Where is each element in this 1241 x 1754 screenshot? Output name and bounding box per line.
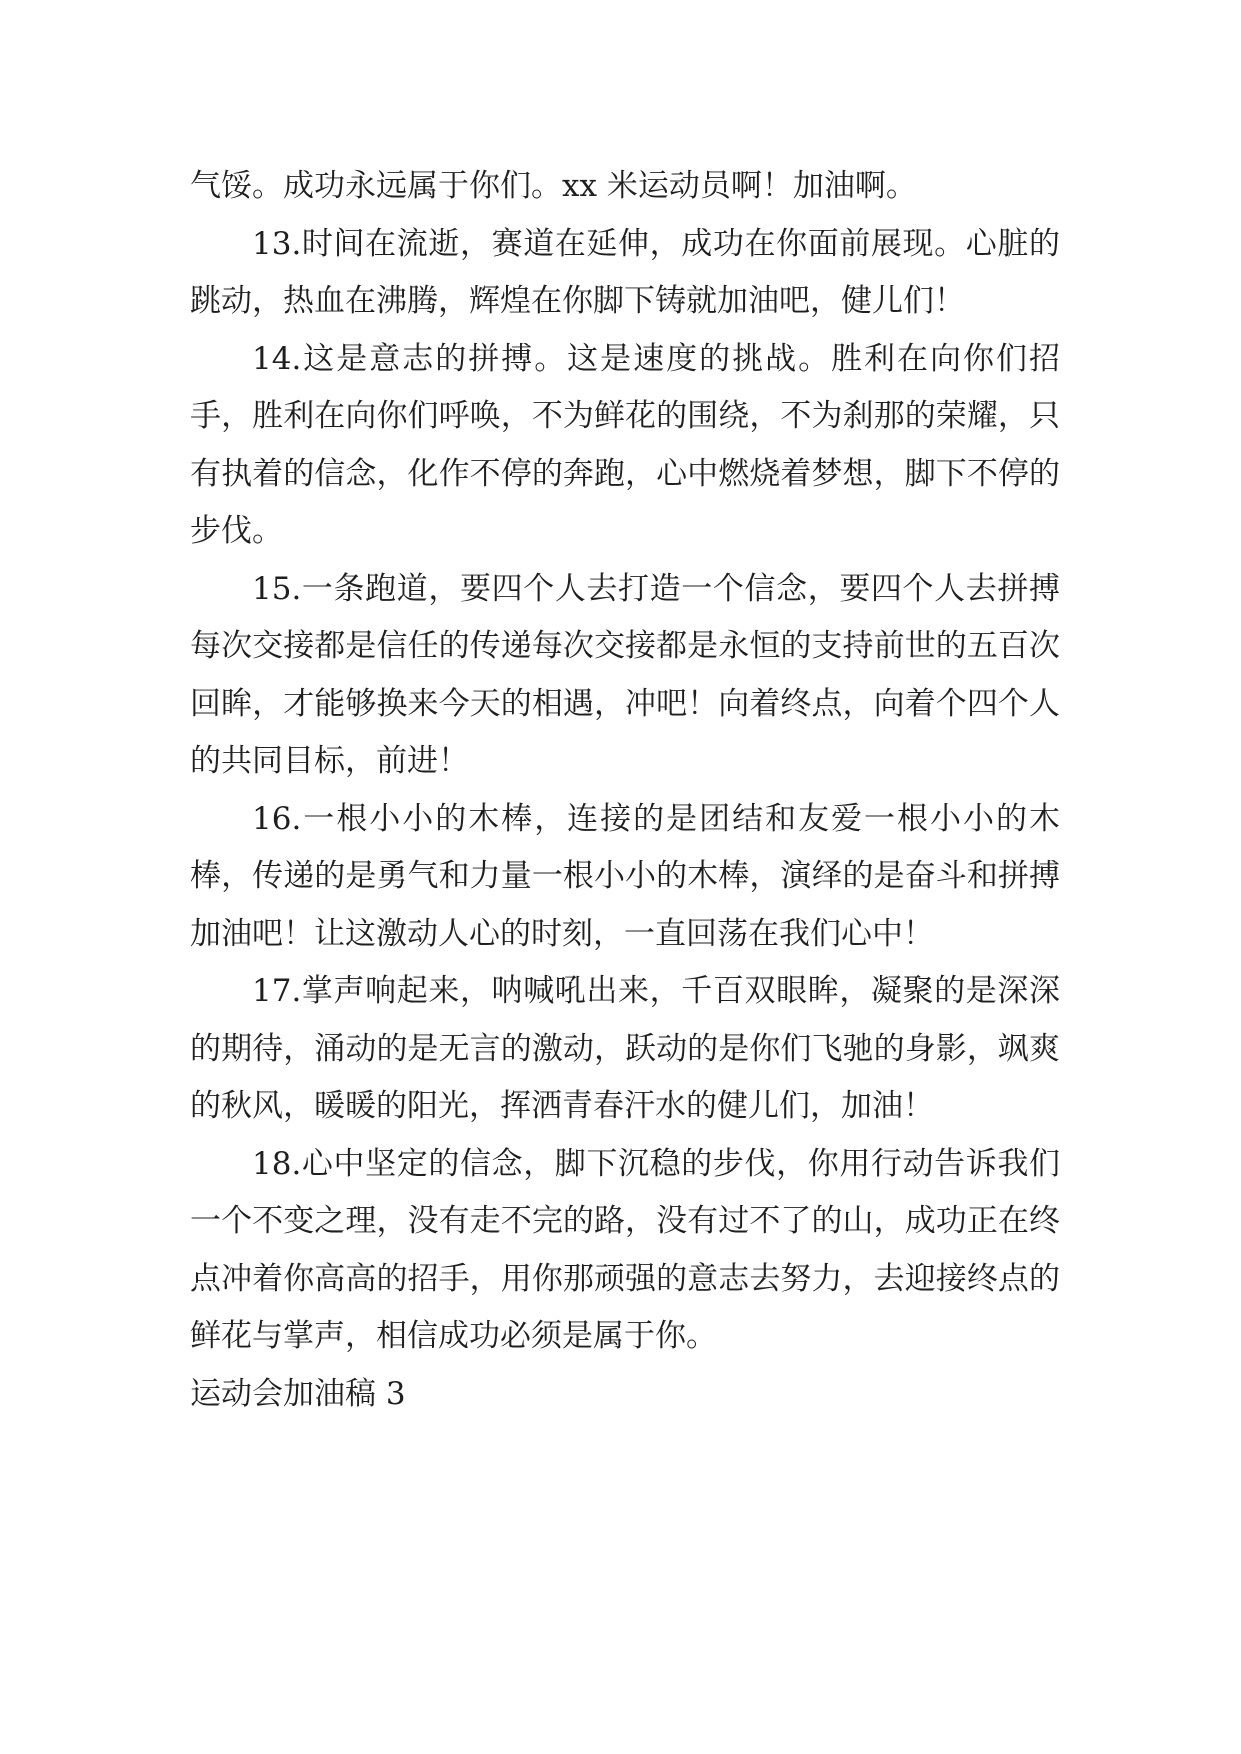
paragraph-14: 14.这是意志的拼搏。这是速度的挑战。胜利在向你们招手，胜利在向你们呼唤，不为鲜花的围绕，不为刹那的荣耀，只有执着的信念，化作不停的奔跑，心中燃烧着梦想，脚下不停的步伐。 (190, 340, 1060, 549)
paragraph-15: 15.一条跑道，要四个人去打造一个信念，要四个人去拼搏每次交接都是信任的传递每次交接都是永恒的支持前世的五百次回眸，才能够换来今天的相遇，冲吧！向着终点，向着个四个人的共同目标，前进！ (190, 570, 1060, 779)
paragraph-17: 17.掌声响起来，呐喊吼出来，千百双眼眸，凝聚的是深深的期待，涌动的是无言的激动，跃动的是你们飞驰的身影，飒爽的秋风，暖暖的阳光，挥洒青春汗水的健儿们，加油！ (190, 973, 1060, 1124)
paragraph-18: 18.心中坚定的信念，脚下沉稳的步伐，你用行动告诉我们一个不变之理，没有走不完的路，没有过不了的山，成功正在终点冲着你高高的招手，用你那顽强的意志去努力，去迎接终点的鲜花与掌声，相信成功必须是属于你。 (190, 1145, 1060, 1354)
paragraph-continuation: 气馁。成功永远属于你们。xx 米运动员啊！加油啊。 (190, 168, 917, 204)
paragraph-16: 16.一根小小的木棒，连接的是团结和友爱一根小小的木棒，传递的是勇气和力量一根小小的木棒，演绎的是奋斗和拼搏加油吧！让这激动人心的时刻，一直回荡在我们心中！ (190, 800, 1060, 952)
section-heading: 运动会加油稿 3 (190, 1375, 406, 1412)
document-body (190, 158, 1060, 1423)
paragraph-13: 13.时间在流逝，赛道在延伸，成功在你面前展现。心脏的跳动，热血在沸腾，辉煌在你脚下铸就加油吧，健儿们！ (190, 225, 1060, 319)
